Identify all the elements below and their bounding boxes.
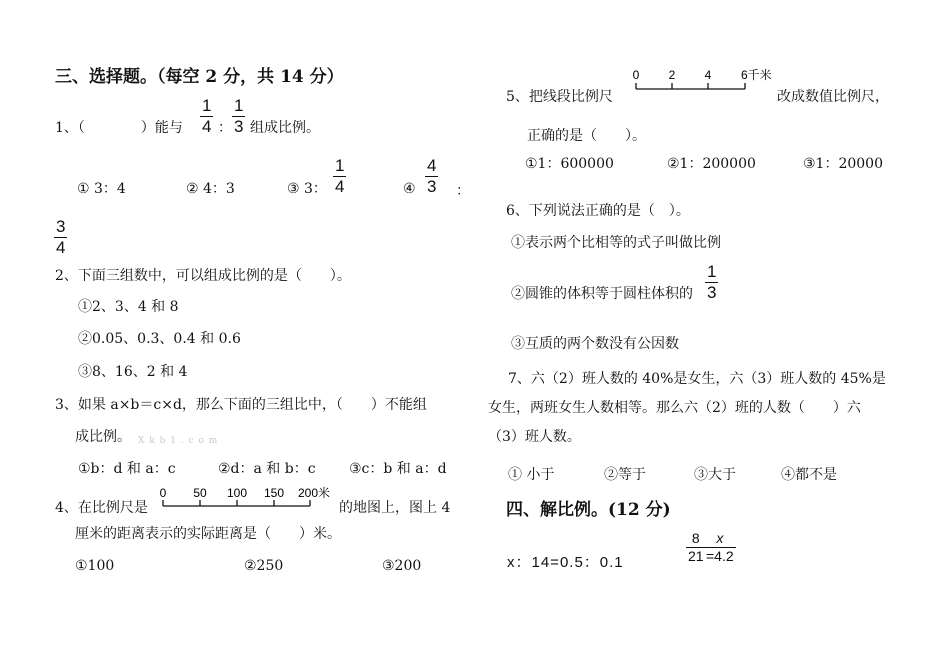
q4-scale-label-200: 200米 bbox=[298, 486, 331, 500]
q7-line3: （3）班人数。 bbox=[488, 429, 581, 445]
q2-option-3[interactable]: ③8、16、2 和 4 bbox=[78, 364, 188, 380]
q5-scale-label-6: 6千米 bbox=[741, 68, 772, 82]
q5-line2: 正确的是（ ）。 bbox=[527, 128, 646, 144]
q1-prefix: 1、（ ）能与 bbox=[55, 120, 183, 136]
equation-2-frac-b bbox=[704, 531, 736, 564]
q7-line1: 7、六（2）班人数的 40%是女生，六（3）班人数的 45%是 bbox=[508, 371, 886, 387]
q3-line1: 3、如果 a×b＝c×d，那么下面的三组比中，（ ）不能组 bbox=[55, 397, 427, 413]
q1-option-2[interactable]: ② 4：3 bbox=[186, 181, 235, 197]
q4-option-3[interactable]: ③200 bbox=[382, 558, 422, 574]
q7-option-3[interactable]: ③大于 bbox=[694, 467, 736, 483]
q4-line-scale bbox=[155, 484, 337, 514]
eq2-frac-a-den: 21 bbox=[688, 548, 704, 564]
q1-opt4-frac2 bbox=[54, 218, 67, 257]
q2-option-1[interactable]: ①2、3、4 和 8 bbox=[78, 299, 179, 315]
q5-option-3[interactable]: ③1：20000 bbox=[803, 156, 883, 172]
q6-opt2-frac-num: 1 bbox=[707, 262, 717, 281]
q1-option-4[interactable]: ④ bbox=[403, 181, 416, 197]
q1-sep: ： bbox=[218, 120, 232, 136]
q5-scale-label-0: 0 bbox=[632, 68, 640, 82]
q1-option-3[interactable]: ③ 3： bbox=[287, 181, 327, 197]
q3-option-2[interactable]: ②d：a 和 b：c bbox=[218, 461, 316, 477]
q5-prefix: 5、把线段比例尺 bbox=[506, 89, 613, 105]
q1-opt4-frac2-num: 3 bbox=[56, 217, 66, 236]
q5-suffix: 改成数值比例尺， bbox=[777, 89, 889, 105]
q7-line2: 女生，两班女生人数相等。那么六（2）班的人数（ ）六 bbox=[488, 400, 861, 416]
q4-suffix: 的地图上，图上 4 bbox=[339, 500, 451, 516]
eq2-frac-b-den: =4.2 bbox=[706, 548, 734, 564]
eq2-frac-a-num: 8 bbox=[691, 530, 700, 546]
q4-scale-label-0: 0 bbox=[159, 486, 167, 500]
q1-frac-b bbox=[232, 97, 245, 136]
q1-opt4-frac2-den: 4 bbox=[56, 238, 66, 257]
q3-option-3[interactable]: ③c：b 和 a：d bbox=[349, 461, 447, 477]
q4-scale-label-150: 150 bbox=[263, 486, 285, 500]
q1-opt4-frac bbox=[425, 157, 438, 196]
q1-opt3-frac-num: 1 bbox=[335, 156, 345, 175]
q1-opt4-frac-den: 3 bbox=[427, 177, 437, 196]
q7-option-1[interactable]: ① 小于 bbox=[508, 467, 555, 483]
q6-text: 6、下列说法正确的是（ ）。 bbox=[506, 203, 690, 219]
q1-frac-a-den: 4 bbox=[202, 117, 212, 136]
q6-option-2[interactable]: ②圆锥的体积等于圆柱体积的 bbox=[511, 286, 693, 302]
q1-opt3-frac-den: 4 bbox=[335, 177, 345, 196]
q5-scale-label-4: 4 bbox=[704, 68, 712, 82]
q4-scale-label-100: 100 bbox=[226, 486, 248, 500]
q2-option-2[interactable]: ②0.05、0.3、0.4 和 0.6 bbox=[78, 331, 241, 347]
q1-suffix: 组成比例。 bbox=[250, 120, 320, 136]
q1-frac-a-num: 1 bbox=[202, 96, 212, 115]
q4-line2: 厘米的距离表示的实际距离是（ ）米。 bbox=[75, 526, 341, 542]
q6-option-3[interactable]: ③互质的两个数没有公因数 bbox=[511, 336, 679, 352]
q7-option-2[interactable]: ②等于 bbox=[604, 467, 646, 483]
q5-line-scale bbox=[628, 66, 778, 96]
equation-2-frac-a bbox=[686, 531, 706, 564]
q3-option-1[interactable]: ①b：d 和 a：c bbox=[78, 461, 176, 477]
equation-1: x：14=0.5：0.1 bbox=[507, 554, 624, 571]
q4-scale-label-50: 50 bbox=[193, 486, 207, 500]
q6-opt2-frac bbox=[705, 263, 718, 302]
q1-opt3-frac bbox=[333, 157, 346, 196]
q1-frac-b-num: 1 bbox=[234, 96, 244, 115]
q2-text: 2、下面三组数中，可以组成比例的是（ ）。 bbox=[55, 268, 351, 284]
q4-prefix: 4、在比例尺是 bbox=[55, 500, 148, 516]
q5-option-1[interactable]: ①1：600000 bbox=[525, 156, 614, 172]
q1-option-1[interactable]: ① 3：4 bbox=[77, 181, 126, 197]
watermark: X k b 1 . c o m bbox=[138, 436, 219, 446]
eq2-frac-b-num: x bbox=[716, 530, 724, 546]
q1-frac-a bbox=[200, 97, 213, 136]
section4-title: 四、解比例。(12 分) bbox=[506, 500, 671, 520]
q3-line2: 成比例。 bbox=[75, 429, 131, 445]
q4-option-1[interactable]: ①100 bbox=[75, 558, 115, 574]
section3-title: 三、选择题。（每空 2 分，共 14 分） bbox=[55, 67, 344, 87]
q1-opt4-frac-num: 4 bbox=[427, 156, 437, 175]
q5-option-2[interactable]: ②1：200000 bbox=[667, 156, 756, 172]
q6-opt2-frac-den: 3 bbox=[707, 283, 717, 302]
q4-option-2[interactable]: ②250 bbox=[244, 558, 284, 574]
q7-option-4[interactable]: ④都不是 bbox=[781, 467, 837, 483]
q1-frac-b-den: 3 bbox=[234, 117, 244, 136]
q6-option-1[interactable]: ①表示两个比相等的式子叫做比例 bbox=[511, 235, 721, 251]
q5-scale-label-2: 2 bbox=[668, 68, 676, 82]
q1-opt4-sep: ： bbox=[456, 183, 470, 199]
